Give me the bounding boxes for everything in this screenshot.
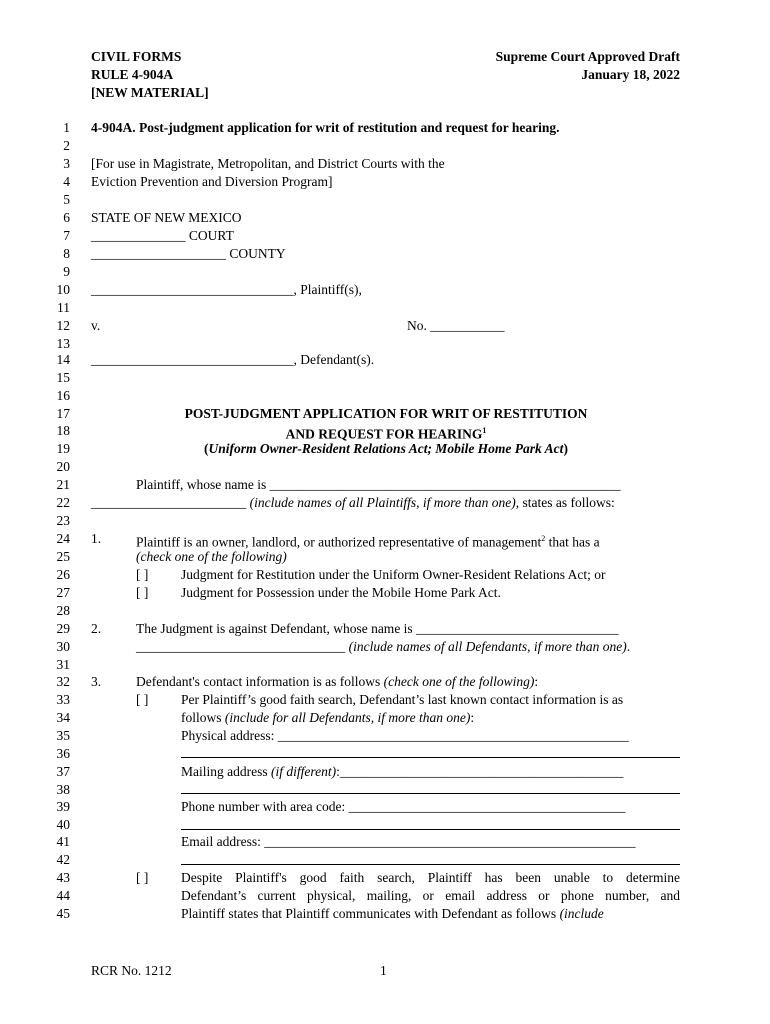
line-number: 39 xyxy=(56,799,70,814)
line-number: 14 xyxy=(56,352,70,367)
line-number: 41 xyxy=(56,834,70,849)
item1-instruction: (check one of the following) xyxy=(136,549,287,564)
line-number: 38 xyxy=(56,782,70,797)
item3-number: 3. xyxy=(91,674,102,689)
line-number: 22 xyxy=(56,495,70,510)
item3-option2-line1: Despite Plaintiff's good faith search, Plaintiff has been unable to determine xyxy=(181,870,680,885)
header-right-2: January 18, 2022 xyxy=(581,67,680,82)
line-number: 26 xyxy=(56,567,70,582)
header-left-1: CIVIL FORMS xyxy=(91,49,182,64)
line-number: 43 xyxy=(56,870,70,885)
item3-option2-line3: Plaintiff states that Plaintiff communicates with Defendant as follows (include xyxy=(181,906,604,921)
line-number: 32 xyxy=(56,674,70,689)
form-title-line2: AND REQUEST FOR HEARING$^1$ xyxy=(285,426,487,442)
line-number: 12 xyxy=(56,318,70,333)
header-left-2: RULE 4-904A xyxy=(91,67,174,82)
footnote-ref-2: 2 xyxy=(541,534,546,543)
line-number: 44 xyxy=(56,888,70,903)
header-right-1: Supreme Court Approved Draft xyxy=(495,49,680,64)
caption-court: ______________ COURT xyxy=(91,228,234,243)
item3-checkbox-2[interactable]: [ ] xyxy=(136,870,149,885)
line-number: 34 xyxy=(56,710,70,725)
footnote-ref-1: 1 xyxy=(482,426,487,435)
item1-option-2: Judgment for Possession under the Mobile Home Park Act. xyxy=(181,585,501,600)
item1-checkbox-1[interactable]: [ ] xyxy=(136,567,149,582)
line-number: 42 xyxy=(56,852,70,867)
header-left-3: [NEW MATERIAL] xyxy=(91,85,209,100)
mailing-address-extra-line[interactable] xyxy=(181,793,680,794)
line-number: 45 xyxy=(56,906,70,921)
line-number: 21 xyxy=(56,477,70,492)
item1-text: Plaintiff is an owner, landlord, or authorized representative of management$^2$ that has a xyxy=(136,534,600,550)
line-number: 35 xyxy=(56,728,70,743)
form-title-line3: (Uniform Owner-Resident Relations Act; Mobile Home Park Act) xyxy=(204,441,568,456)
caption-defendant: ______________________________, Defendant(s). xyxy=(91,352,375,367)
line-number: 13 xyxy=(56,336,70,351)
intro-line1: Plaintiff, whose name is ____________________________________________________ xyxy=(136,477,621,492)
physical-address-extra-line[interactable] xyxy=(181,757,680,758)
item3-option1-line1: Per Plaintiff’s good faith search, Defendant’s last known contact information is as xyxy=(181,692,624,707)
caption-case-number: No. ___________ xyxy=(407,318,505,333)
line-number: 40 xyxy=(56,817,70,832)
line-number: 9 xyxy=(63,264,70,279)
line-number: 6 xyxy=(63,210,70,225)
intro-line2: _______________________ (include names of all Plaintiffs, if more than one), states as follows: xyxy=(91,495,615,510)
item3-checkbox-1[interactable]: [ ] xyxy=(136,692,149,707)
line-number: 30 xyxy=(56,639,70,654)
email-address-extra-line[interactable] xyxy=(181,864,680,865)
line-number: 20 xyxy=(56,459,70,474)
rule-title: 4-904A. Post-judgment application for writ of restitution and request for hearing. xyxy=(91,120,560,135)
caption-state: STATE OF NEW MEXICO xyxy=(91,210,242,225)
line-number: 2 xyxy=(63,138,70,153)
line-number: 10 xyxy=(56,282,70,297)
line-number: 33 xyxy=(56,692,70,707)
item2-line1: The Judgment is against Defendant, whose name is ______________________________ xyxy=(136,621,619,636)
line-number: 19 xyxy=(56,441,70,456)
item3-line1: Defendant's contact information is as follows (check one of the following): xyxy=(136,674,539,689)
line-number: 28 xyxy=(56,603,70,618)
item3-option1-line2: follows (include for all Defendants, if more than one): xyxy=(181,710,475,725)
caption-versus: v. xyxy=(91,318,101,333)
caption-plaintiff: ______________________________, Plaintiff(s), xyxy=(91,282,362,297)
line-number: 36 xyxy=(56,746,70,761)
line-number: 27 xyxy=(56,585,70,600)
caption-county: ____________________ COUNTY xyxy=(91,246,286,261)
line-number: 23 xyxy=(56,513,70,528)
usage-note-2: Eviction Prevention and Diversion Program] xyxy=(91,174,333,189)
line-number: 24 xyxy=(56,531,70,546)
line-number: 17 xyxy=(56,406,70,421)
item1-number: 1. xyxy=(91,531,102,546)
line-number: 25 xyxy=(56,549,70,564)
item1-option-1: Judgment for Restitution under the Uniform Owner-Resident Relations Act; or xyxy=(181,567,606,582)
usage-note-1: [For use in Magistrate, Metropolitan, and District Courts with the xyxy=(91,156,445,171)
line-number: 16 xyxy=(56,388,70,403)
item3-option2-line2: Defendant’s current physical, mailing, or email address or phone number, and xyxy=(181,888,680,903)
item2-number: 2. xyxy=(91,621,102,636)
email-address-field[interactable]: Email address: _______________________________________________________ xyxy=(181,834,636,849)
line-number: 1 xyxy=(63,120,70,135)
footer-page-number: 1 xyxy=(380,963,387,978)
line-number: 37 xyxy=(56,764,70,779)
phone-number-extra-line[interactable] xyxy=(181,829,680,830)
item2-line2: _______________________________ (include names of all Defendants, if more than one). xyxy=(136,639,631,654)
line-number: 3 xyxy=(63,156,70,171)
line-number: 5 xyxy=(63,192,70,207)
line-number: 18 xyxy=(56,423,70,438)
phone-number-field[interactable]: Phone number with area code: _________________________________________ xyxy=(181,799,626,814)
footer-rcr-number: RCR No. 1212 xyxy=(91,963,172,978)
line-number: 29 xyxy=(56,621,70,636)
line-number: 11 xyxy=(57,300,70,315)
mailing-address-field[interactable]: Mailing address (if different):__________________________________________ xyxy=(181,764,624,779)
item1-checkbox-2[interactable]: [ ] xyxy=(136,585,149,600)
line-number: 15 xyxy=(56,370,70,385)
line-number: 8 xyxy=(63,246,70,261)
line-number: 31 xyxy=(56,657,70,672)
physical-address-field[interactable]: Physical address: ____________________________________________________ xyxy=(181,728,629,743)
line-number: 7 xyxy=(63,228,70,243)
line-number: 4 xyxy=(63,174,70,189)
form-title-line1: POST-JUDGMENT APPLICATION FOR WRIT OF RESTITUTION xyxy=(184,406,588,421)
